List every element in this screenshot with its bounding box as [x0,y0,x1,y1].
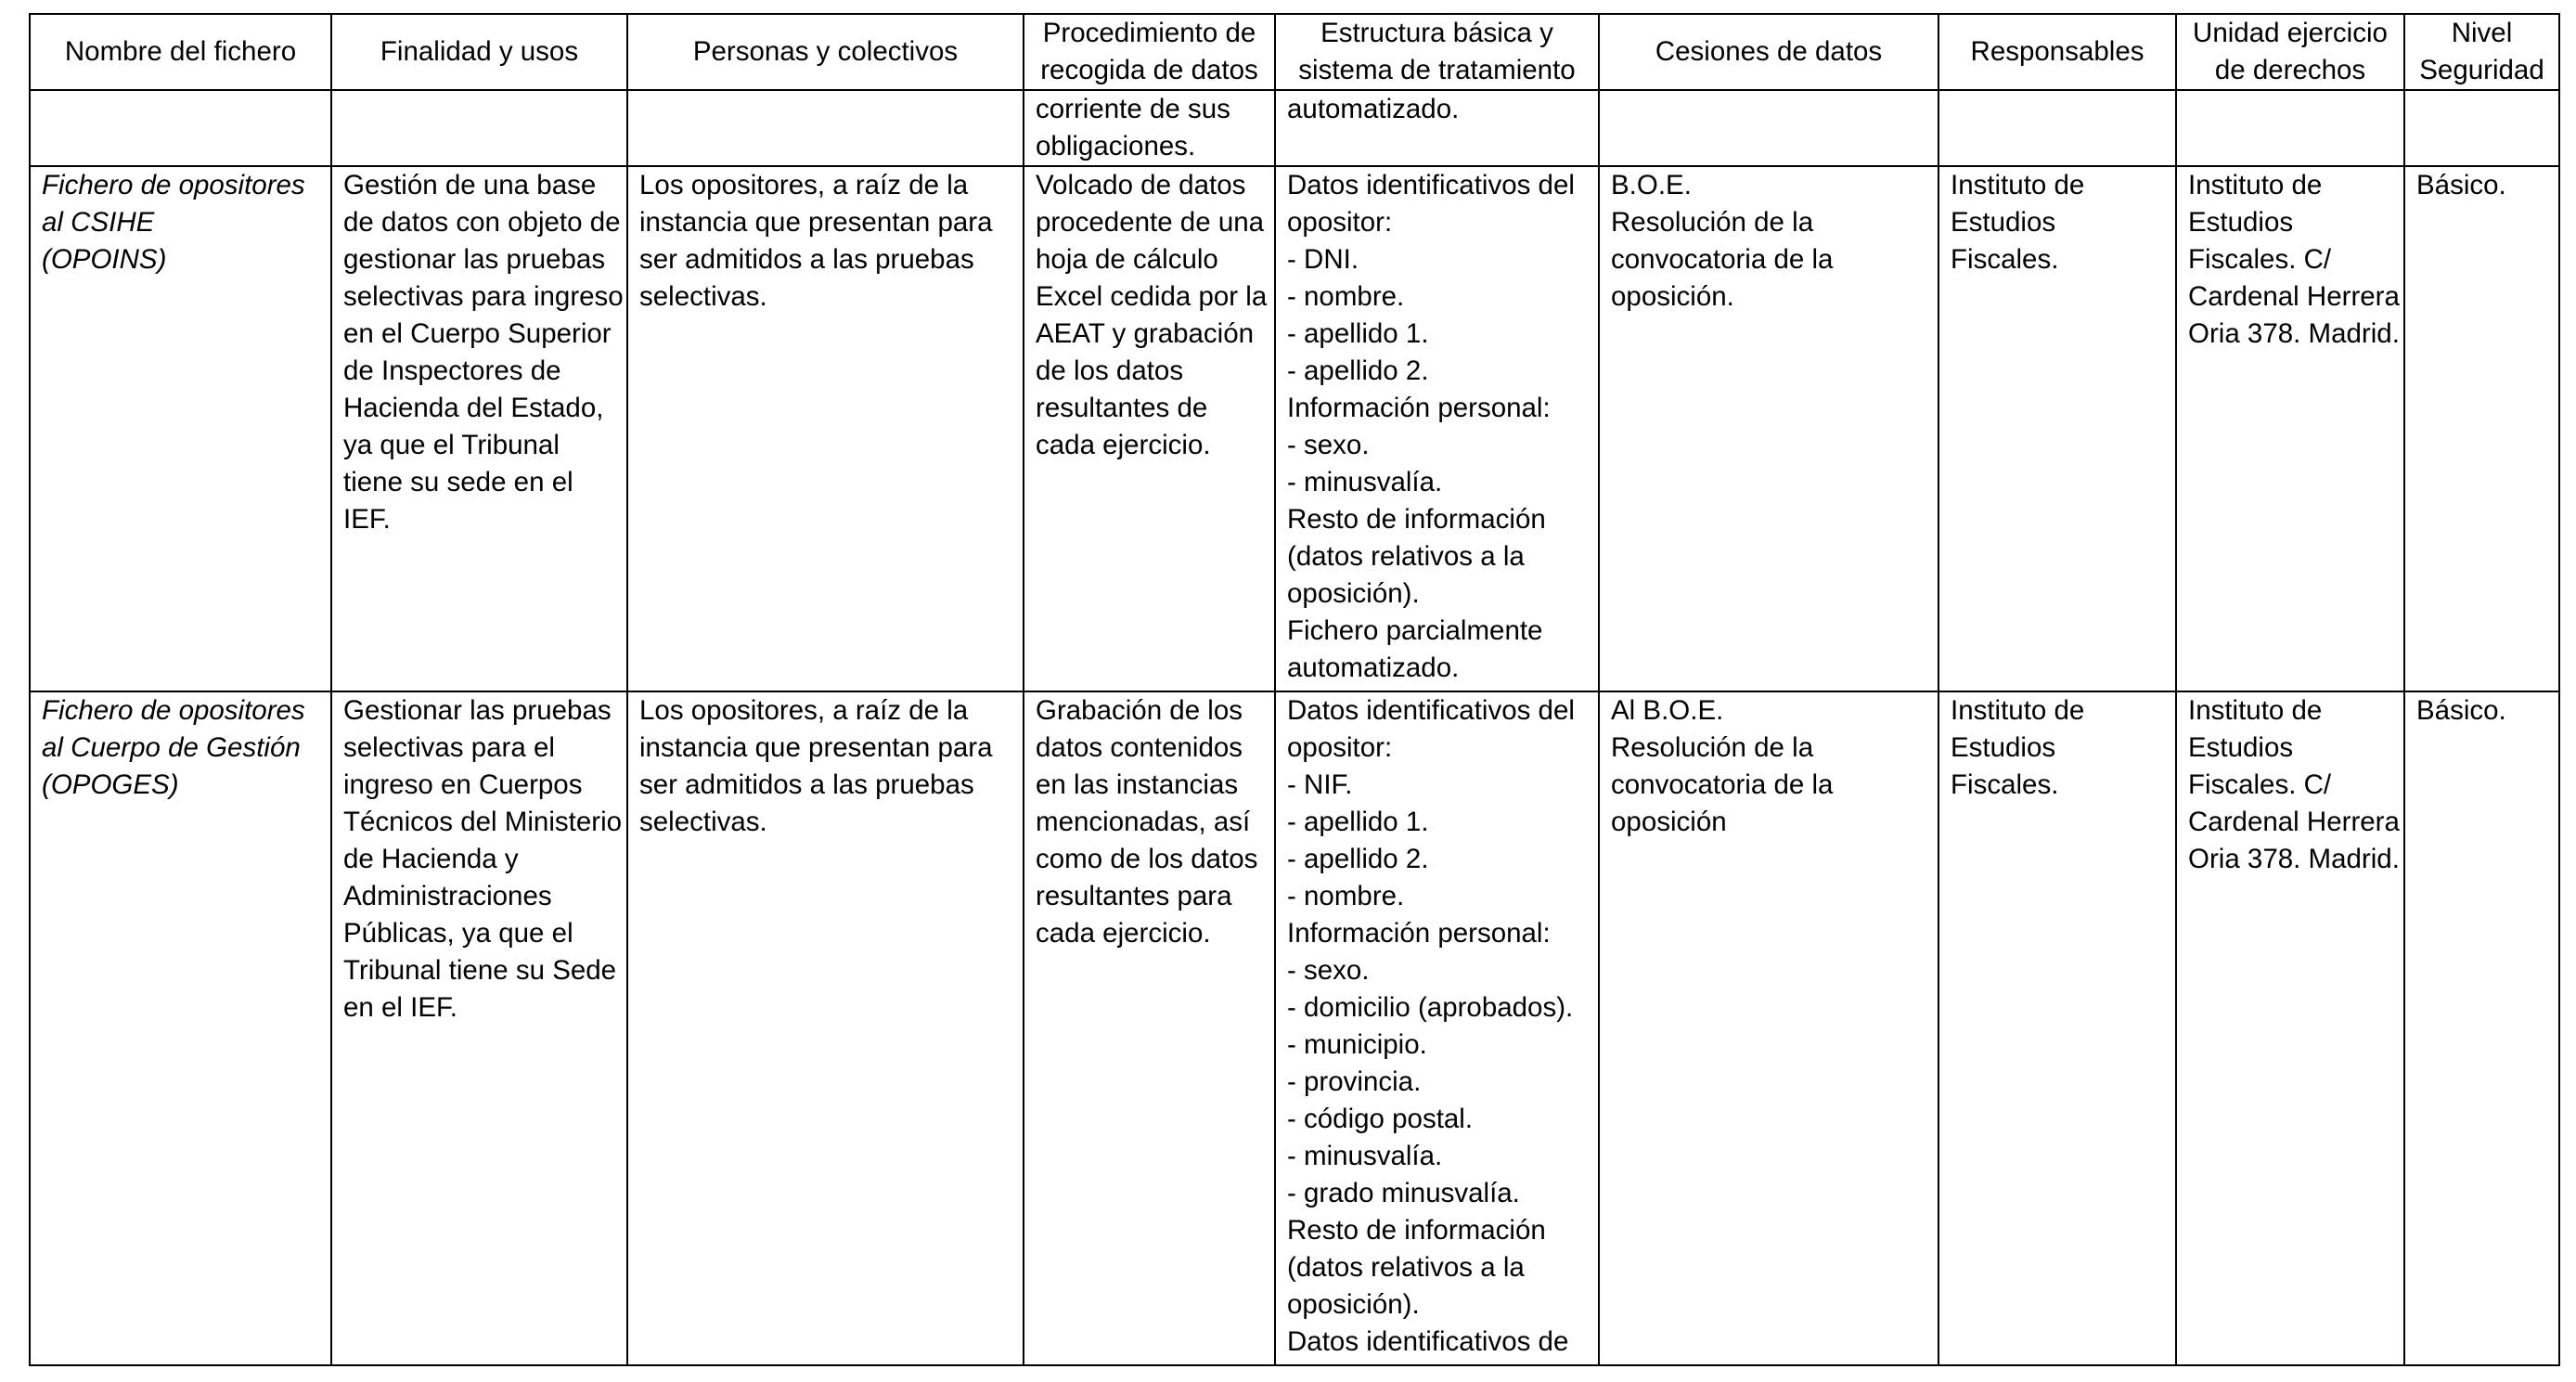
header-nivel [2404,14,2559,90]
cell-text-line: Técnicos del Ministerio [343,807,623,837]
cell-text-line: Estudios [1951,732,2056,763]
cell-text-line: AEAT y grabación [1036,318,1255,349]
cell-text-line: datos contenidos [1036,732,1243,763]
cell-text-line: Hacienda del Estado, [343,393,604,423]
cell-text-line: Cesiones de datos [1655,36,1883,67]
cell-text-line: (OPOGES) [42,769,179,800]
cell-responsables [1938,90,2176,166]
cell-text-line: de derechos [2214,55,2366,85]
cell-text-line: - código postal. [1287,1104,1474,1134]
cell-text-line: en las instancias [1036,769,1239,800]
cell-text-line: Personas y colectivos [692,36,959,67]
cell-cesiones [1599,691,1938,1365]
cell-text-line: - DNI. [1287,244,1359,275]
header-estructura [1275,14,1599,90]
cell-text-line: opositor: [1287,207,1393,238]
cell-text-line: oposición). [1287,1289,1420,1320]
cell-text-line: convocatoria de la [1611,244,1834,275]
cell-text-line: ser admitidos a las pruebas [639,244,974,275]
cell-text-line: Datos identificativos de [1287,1326,1569,1357]
cell-text-line: (datos relativos a la [1287,1252,1525,1283]
cell-text-line: ingreso en Cuerpos [343,769,583,800]
cell-text-line: oposición. [1611,281,1734,312]
cell-text-line: Grabación de los [1036,695,1243,726]
cell-text-line: Fichero de opositores [42,695,305,726]
cell-text-line: de Hacienda y [343,844,519,874]
cell-procedimiento [1024,166,1275,691]
cell-text-line: Fichero parcialmente [1287,615,1543,646]
cell-text-line: Datos identificativos del [1287,695,1575,726]
cell-text-line: - apellido 1. [1287,807,1429,837]
cell-nombre [30,691,331,1365]
cell-text-line: (datos relativos a la [1287,541,1525,572]
table-row [30,691,2559,1365]
cell-text-line: Resto de información [1287,1215,1546,1246]
cell-text-line: Nivel [2451,18,2513,48]
cell-text-line: sistema de tratamiento [1298,55,1576,85]
cell-text-line: instancia que presentan para [639,732,993,763]
cell-text-line: Estudios [2188,207,2294,238]
cell-unidad [2176,691,2404,1365]
cell-text-line: hoja de cálculo [1036,244,1218,275]
cell-text-line: Resto de información [1287,504,1546,535]
cell-unidad [2176,90,2404,166]
cell-text-line: opositor: [1287,732,1393,763]
cell-text-line: - municipio. [1287,1029,1427,1060]
cell-text-line: Estructura básica y [1320,18,1553,48]
cell-unidad [2176,166,2404,691]
cell-text-line: Básico. [2416,170,2506,200]
cell-text-line: - nombre. [1287,281,1405,312]
header-personas [627,14,1024,90]
cell-personas [627,90,1024,166]
cell-text-line: selectivas. [639,807,767,837]
cell-text-line: resultantes de [1036,393,1208,423]
header-responsables [1938,14,2176,90]
cell-nivel [2404,691,2559,1365]
cell-cesiones [1599,166,1938,691]
cell-text-line: de datos con objeto de [343,207,621,238]
cell-text-line: automatizado. [1287,652,1460,683]
cell-text-line: mencionadas, así [1036,807,1251,837]
cell-text-line: Seguridad [2419,55,2544,85]
cell-nombre [30,166,331,691]
header-unidad [2176,14,2404,90]
cell-text-line: convocatoria de la [1611,769,1834,800]
cell-text-line: Gestión de una base [343,170,597,200]
cell-text-line: - apellido 2. [1287,355,1429,386]
header-procedimiento [1024,14,1275,90]
cell-text-line: Fiscales. C/ [2188,769,2332,800]
header-finalidad [331,14,627,90]
cell-text-line: IEF. [343,504,391,535]
cell-text-line: Los opositores, a raíz de la [639,695,969,726]
cell-text-line: Resolución de la [1611,732,1814,763]
cell-estructura [1275,691,1599,1365]
header-nombre [30,14,331,90]
cell-finalidad [331,691,627,1365]
cell-text-line: - NIF. [1287,769,1353,800]
cell-text-line: recogida de datos [1040,55,1258,85]
cell-text-line: Instituto de [1951,170,2085,200]
cell-estructura [1275,166,1599,691]
cell-text-line: selectivas. [639,281,767,312]
cell-text-line: Estudios [2188,732,2294,763]
cell-text-line: Volcado de datos [1036,170,1246,200]
cell-text-line: como de los datos [1036,844,1258,874]
cell-text-line: Información personal: [1287,393,1551,423]
cell-text-line: Fiscales. [1951,769,2059,800]
cell-text-line: Instituto de [1951,695,2085,726]
cell-text-line: de los datos [1036,355,1184,386]
cell-text-line: Administraciones [343,881,552,911]
cell-text-line: corriente de sus [1036,94,1230,124]
cell-text-line: Oria 378. Madrid. [2188,318,2400,349]
cell-text-line: oposición). [1287,578,1420,609]
header-cesiones [1599,14,1938,90]
cell-text-line: Básico. [2416,695,2506,726]
cell-text-line: - grado minusvalía. [1287,1178,1520,1208]
cell-text-line: ya que el Tribunal [343,430,560,460]
cell-text-line: al CSIHE [42,207,155,238]
cell-text-line: Instituto de [2188,695,2323,726]
cell-text-line: - minusvalía. [1287,467,1443,497]
cell-text-line: - sexo. [1287,955,1370,986]
cell-text-line: Fiscales. [1951,244,2059,275]
cell-text-line: tiene su sede en el [343,467,573,497]
cell-text-line: - domicilio (aprobados). [1287,992,1574,1023]
cell-text-line: B.O.E. [1611,170,1692,200]
cell-text-line: cada ejercicio. [1036,918,1211,949]
cell-text-line: Responsables [1970,36,2145,67]
cell-procedimiento [1024,691,1275,1365]
cell-text-line: Estudios [1951,207,2056,238]
cell-text-line: Nombre del fichero [64,36,297,67]
cell-text-line: - apellido 1. [1287,318,1429,349]
cell-text-line: Públicas, ya que el [343,918,573,949]
cell-nivel [2404,90,2559,166]
table-header-row [30,14,2559,90]
cell-text-line: Excel cedida por la [1036,281,1268,312]
table-row-continuation [30,90,2559,166]
cell-text-line: - sexo. [1287,430,1370,460]
cell-text-line: Resolución de la [1611,207,1814,238]
cell-personas [627,691,1024,1365]
cell-responsables [1938,691,2176,1365]
cell-text-line: en el IEF. [343,992,457,1023]
cell-text-line: Cardenal Herrera [2188,807,2400,837]
cell-procedimiento [1024,90,1275,166]
cell-text-line: de Inspectores de [343,355,561,386]
cell-nombre [30,90,331,166]
cell-text-line: (OPOINS) [42,244,167,275]
cell-personas [627,166,1024,691]
cell-text-line: Gestionar las pruebas [343,695,612,726]
cell-text-line: oposición [1611,807,1727,837]
cell-text-line: Instituto de [2188,170,2323,200]
cell-text-line: Al B.O.E. [1611,695,1724,726]
cell-text-line: selectivas para ingreso [343,281,624,312]
cell-text-line: - provincia. [1287,1066,1422,1097]
cell-finalidad [331,166,627,691]
cell-text-line: gestionar las pruebas [343,244,606,275]
cell-text-line: Datos identificativos del [1287,170,1575,200]
cell-nivel [2404,166,2559,691]
cell-finalidad [331,90,627,166]
cell-text-line: Cardenal Herrera [2188,281,2400,312]
cell-cesiones [1599,90,1938,166]
cell-text-line: en el Cuerpo Superior [343,318,612,349]
cell-text-line: obligaciones. [1036,131,1196,161]
cell-text-line: Procedimiento de [1042,18,1256,48]
cell-text-line: Oria 378. Madrid. [2188,844,2400,874]
data-files-table [29,13,2560,1366]
cell-text-line: ser admitidos a las pruebas [639,769,974,800]
table-row [30,166,2559,691]
cell-text-line: resultantes para [1036,881,1232,911]
cell-text-line: automatizado. [1287,94,1460,124]
cell-text-line: Fichero de opositores [42,170,305,200]
cell-text-line: Información personal: [1287,918,1551,949]
cell-text-line: al Cuerpo de Gestión [42,732,301,763]
cell-text-line: Los opositores, a raíz de la [639,170,969,200]
cell-text-line: Unidad ejercicio [2193,18,2388,48]
cell-text-line: Finalidad y usos [380,36,579,67]
cell-text-line: - nombre. [1287,881,1405,911]
cell-text-line: cada ejercicio. [1036,430,1211,460]
cell-responsables [1938,166,2176,691]
cell-text-line: instancia que presentan para [639,207,993,238]
cell-text-line: Tribunal tiene su Sede [343,955,617,986]
cell-text-line: - apellido 2. [1287,844,1429,874]
cell-estructura [1275,90,1599,166]
cell-text-line: Fiscales. C/ [2188,244,2332,275]
cell-text-line: - minusvalía. [1287,1141,1443,1171]
cell-text-line: procedente de una [1036,207,1265,238]
cell-text-line: selectivas para el [343,732,555,763]
